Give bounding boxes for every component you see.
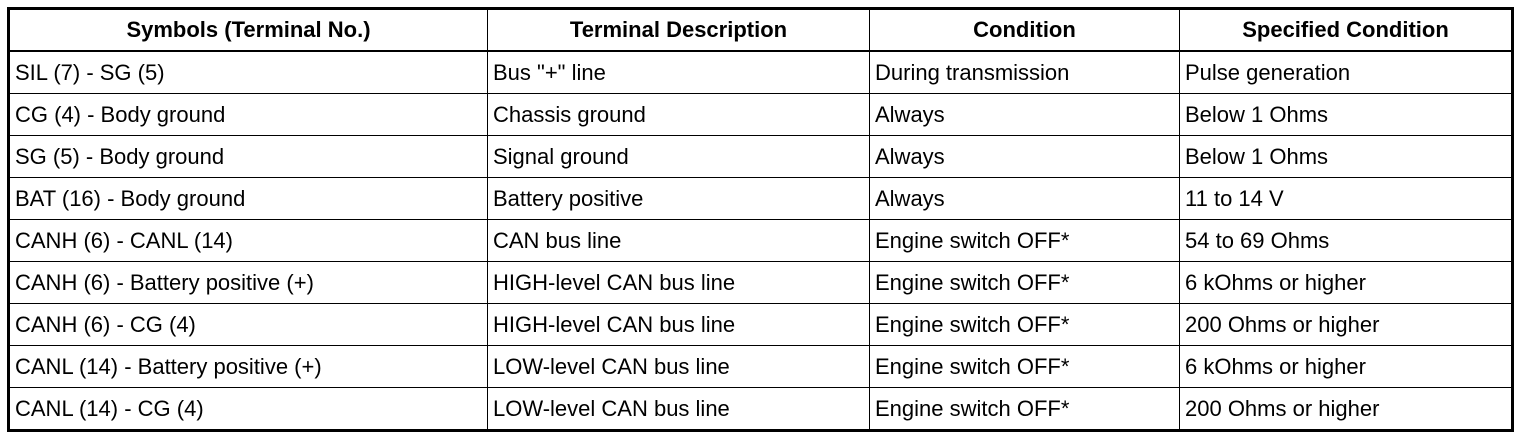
- cell-specified-condition: 54 to 69 Ohms: [1180, 220, 1513, 262]
- terminal-spec-table: [7, 7, 1514, 432]
- cell-terminal-description: Chassis ground: [488, 94, 870, 136]
- cell-symbols: CANH (6) - CANL (14): [9, 220, 488, 262]
- cell-specified-condition: Below 1 Ohms: [1180, 94, 1513, 136]
- cell-specified-condition: 200 Ohms or higher: [1180, 388, 1513, 431]
- cell-condition: Engine switch OFF*: [870, 304, 1180, 346]
- table-row: [9, 346, 1513, 388]
- terminal-spec-table-wrapper: [7, 7, 1511, 429]
- cell-terminal-description: LOW-level CAN bus line: [488, 388, 870, 431]
- table-row: [9, 51, 1513, 94]
- cell-symbols: SG (5) - Body ground: [9, 136, 488, 178]
- cell-symbols: CANH (6) - Battery positive (+): [9, 262, 488, 304]
- table-row: [9, 220, 1513, 262]
- cell-symbols: BAT (16) - Body ground: [9, 178, 488, 220]
- header-symbols: Symbols (Terminal No.): [9, 9, 488, 52]
- table-row: [9, 178, 1513, 220]
- cell-specified-condition: Below 1 Ohms: [1180, 136, 1513, 178]
- cell-terminal-description: Battery positive: [488, 178, 870, 220]
- cell-condition: Always: [870, 136, 1180, 178]
- table-header-row: [9, 9, 1513, 52]
- cell-specified-condition: 6 kOhms or higher: [1180, 346, 1513, 388]
- cell-symbols: SIL (7) - SG (5): [9, 51, 488, 94]
- cell-symbols: CG (4) - Body ground: [9, 94, 488, 136]
- cell-condition: Engine switch OFF*: [870, 346, 1180, 388]
- cell-condition: Engine switch OFF*: [870, 262, 1180, 304]
- cell-terminal-description: HIGH-level CAN bus line: [488, 262, 870, 304]
- cell-specified-condition: 11 to 14 V: [1180, 178, 1513, 220]
- table-row: [9, 136, 1513, 178]
- cell-terminal-description: Bus "+" line: [488, 51, 870, 94]
- cell-symbols: CANL (14) - Battery positive (+): [9, 346, 488, 388]
- cell-condition: During transmission: [870, 51, 1180, 94]
- cell-condition: Engine switch OFF*: [870, 388, 1180, 431]
- table-row: [9, 304, 1513, 346]
- table-row: [9, 94, 1513, 136]
- header-condition: Condition: [870, 9, 1180, 52]
- cell-terminal-description: LOW-level CAN bus line: [488, 346, 870, 388]
- header-terminal-description: Terminal Description: [488, 9, 870, 52]
- table-row: [9, 262, 1513, 304]
- cell-symbols: CANL (14) - CG (4): [9, 388, 488, 431]
- cell-specified-condition: 200 Ohms or higher: [1180, 304, 1513, 346]
- cell-terminal-description: CAN bus line: [488, 220, 870, 262]
- cell-specified-condition: Pulse generation: [1180, 51, 1513, 94]
- table-row: [9, 388, 1513, 431]
- cell-specified-condition: 6 kOhms or higher: [1180, 262, 1513, 304]
- cell-terminal-description: Signal ground: [488, 136, 870, 178]
- header-specified-condition: Specified Condition: [1180, 9, 1513, 52]
- cell-symbols: CANH (6) - CG (4): [9, 304, 488, 346]
- cell-terminal-description: HIGH-level CAN bus line: [488, 304, 870, 346]
- cell-condition: Always: [870, 94, 1180, 136]
- cell-condition: Always: [870, 178, 1180, 220]
- cell-condition: Engine switch OFF*: [870, 220, 1180, 262]
